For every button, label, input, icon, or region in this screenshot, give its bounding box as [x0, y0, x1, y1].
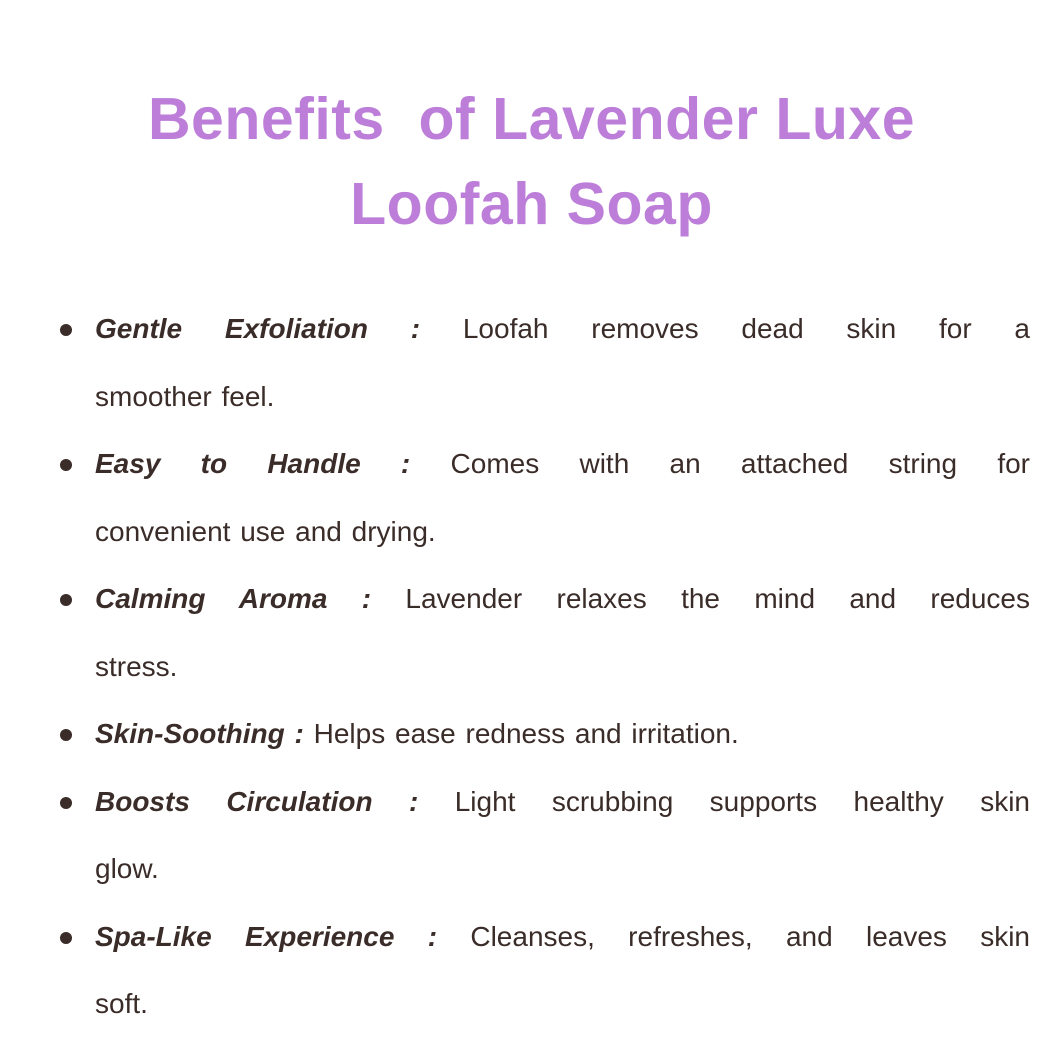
page-title — [0, 77, 1063, 247]
benefit-title: Gentle Exfoliation : — [95, 313, 421, 344]
benefit-title: Skin-Soothing : — [95, 718, 304, 749]
benefit-line-2: soft. — [95, 988, 148, 1019]
benefit-title: Spa-Like Experience : — [95, 920, 438, 952]
benefit-description: Loofah removes dead skin for a — [462, 313, 1030, 344]
benefit-description: Comes with an attached string for — [450, 448, 1030, 479]
benefit-description: Helps ease redness and irritation. — [313, 718, 739, 749]
page-title-line-2: Loofah Soap — [350, 171, 713, 237]
bullet-icon — [60, 797, 72, 809]
benefit-description: Cleanses, refreshes, and leaves skin — [470, 920, 1031, 952]
benefit-title: Boosts Circulation : — [95, 785, 419, 817]
bullet-icon — [60, 729, 72, 741]
benefit-item-calming-aroma — [63, 565, 1030, 700]
benefit-line-1 — [95, 768, 1030, 836]
benefit-line-2: convenient use and drying. — [95, 515, 436, 547]
benefit-item-easy-to-handle — [63, 430, 1030, 565]
benefit-line-1 — [95, 700, 1030, 768]
bullet-icon — [60, 932, 72, 944]
page-title-line-1: Benefits of Lavender Luxe — [147, 86, 916, 152]
benefit-title: Calming Aroma : — [95, 583, 372, 614]
benefit-item-skin-soothing — [63, 700, 1030, 768]
benefit-item-gentle-exfoliation — [63, 295, 1030, 430]
benefit-line-2: smoother feel. — [95, 380, 275, 412]
benefit-line-2: glow. — [95, 853, 159, 884]
benefit-description: Light scrubbing supports healthy skin — [454, 785, 1030, 817]
benefits-list — [63, 295, 1030, 1038]
benefit-line-1 — [95, 295, 1030, 363]
benefit-item-boosts-circulation — [63, 768, 1030, 903]
benefit-description: Lavender relaxes the mind and reduces — [405, 583, 1030, 614]
benefit-line-1 — [95, 565, 1030, 633]
bullet-icon — [60, 594, 72, 606]
benefit-item-spa-like-experience — [63, 903, 1030, 1038]
bullet-icon — [60, 324, 72, 336]
benefits-section — [63, 295, 1030, 1038]
benefit-line-1 — [95, 430, 1030, 498]
benefit-line-1 — [95, 903, 1030, 971]
benefit-title: Easy to Handle : — [95, 448, 411, 479]
benefit-line-2: stress. — [95, 650, 178, 682]
bullet-icon — [60, 459, 72, 471]
